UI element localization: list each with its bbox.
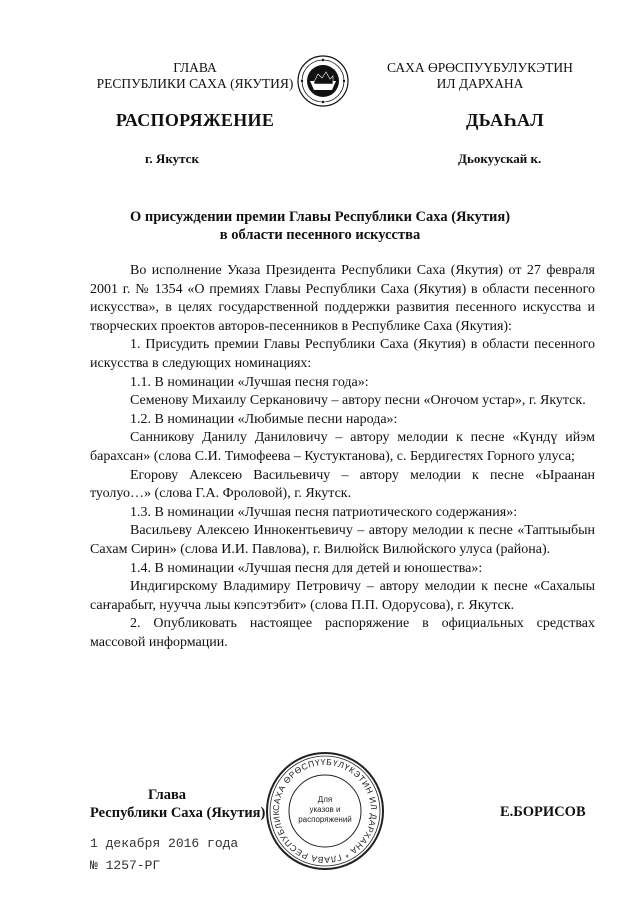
official-seal-stamp	[264, 750, 386, 872]
paragraph-laureate: Индигирскому Владимиру Петровичу – автору мелодии к песне «Сахалыы саҥарабыт, нуучча лыы кэпсэтэбит» (слова П.П. Одорусова), г. Якутск.	[90, 579, 595, 613]
paragraph-nomination-1-1: 1.1. В номинации «Лучшая песня года»:	[130, 374, 369, 390]
stamp-center-line1: Для	[317, 795, 333, 804]
document-subject	[0, 208, 640, 244]
coat-of-arms-emblem	[296, 54, 350, 108]
stamp-ring-text: САХА ӨРӨСПҮҮБҮЛҮКЭТИН ИЛ ДАРХАНА * ГЛАВА РЕСПУБЛИК	[270, 756, 380, 866]
header-right-line1: САХА ӨРӨСПУҮБУЛУКЭТИН	[387, 60, 573, 75]
signature-title-line2: Республики Саха (Якутия)	[90, 805, 266, 821]
doc-type-left: РАСПОРЯЖЕНИЕ	[115, 110, 275, 130]
paragraph-laureate: Егорову Алексею Васильевичу – автору мелодии к песне «Ыраанан туолуо…» (слова Г.А. Фроловой), г. Якутск.	[90, 467, 595, 502]
paragraph-laureate: Санникову Данилу Даниловичу – автору мелодии к песне «Күндү ийэм барахсан» (слова С.И. Тимофеева – Кустуктанова), с. Бердигестях Горного улуса;	[90, 430, 595, 464]
paragraph-item-2: 2. Опубликовать настоящее распоряжение в официальных средствах массовой информации.	[90, 616, 595, 650]
signature-title-line1: Глава	[148, 787, 187, 803]
document-number: № 1257-РГ	[90, 858, 161, 873]
signature-name: Е.БОРИСОВ	[500, 804, 586, 820]
paragraph-item-1: 1. Присудить премии Главы Республики Саха (Якутия) в области песенного искусства в следующих номинациях:	[90, 337, 595, 371]
stamp-center-line2: указов и	[309, 805, 341, 814]
subject-line2: в области песенного искусства	[219, 227, 421, 243]
header-left	[90, 60, 300, 92]
paragraph-laureate: Васильеву Алексею Иннокентьевичу – автору мелодии к песне «Таптыыбын Сахам Сирин» (слова И.И. Павлова), г. Вилюйск Вилюйского улуса (района).	[90, 523, 595, 557]
paragraph-nomination-1-2: 1.2. В номинации «Любимые песни народа»:	[130, 411, 398, 427]
header-right-line2: ИЛ ДАРХАНА	[436, 76, 524, 91]
header-left-line1: ГЛАВА	[173, 60, 217, 75]
paragraph-nomination-1-3: 1.3. В номинации «Лучшая песня патриотического содержания»:	[130, 504, 518, 520]
city-left: г. Якутск	[145, 151, 199, 166]
city-right: Дьокуускай к.	[458, 151, 542, 166]
paragraph-nomination-1-4: 1.4. В номинации «Лучшая песня для детей и юношества»:	[130, 560, 483, 576]
paragraph-laureate: Семенову Михаилу Серкановичу – автору песни «Оҥочом устар», г. Якутск.	[130, 393, 586, 409]
subject-line1: О присуждении премии Главы Республики Саха (Якутия)	[129, 209, 511, 225]
doc-type-right: ДЬАҺАЛ	[466, 110, 544, 130]
stamp-center-line3: распоряжений	[298, 815, 352, 824]
document-body	[90, 262, 595, 652]
header-left-line2: РЕСПУБЛИКИ САХА (ЯКУТИЯ)	[96, 76, 294, 91]
signature-title	[90, 786, 270, 822]
document-date: 1 декабря 2016 года	[90, 836, 239, 851]
paragraph-preamble: Во исполнение Указа Президента Республики Саха (Якутия) от 27 февраля 2001 г. № 1354 «О премиях Главы Республики Саха (Якутия) в области песенного искусства», в целях государственной поддержки развития песенного искусства и творческих проектов авторов-песенников в Республике Саха (Якутия):	[90, 263, 595, 334]
header-right	[360, 60, 600, 92]
